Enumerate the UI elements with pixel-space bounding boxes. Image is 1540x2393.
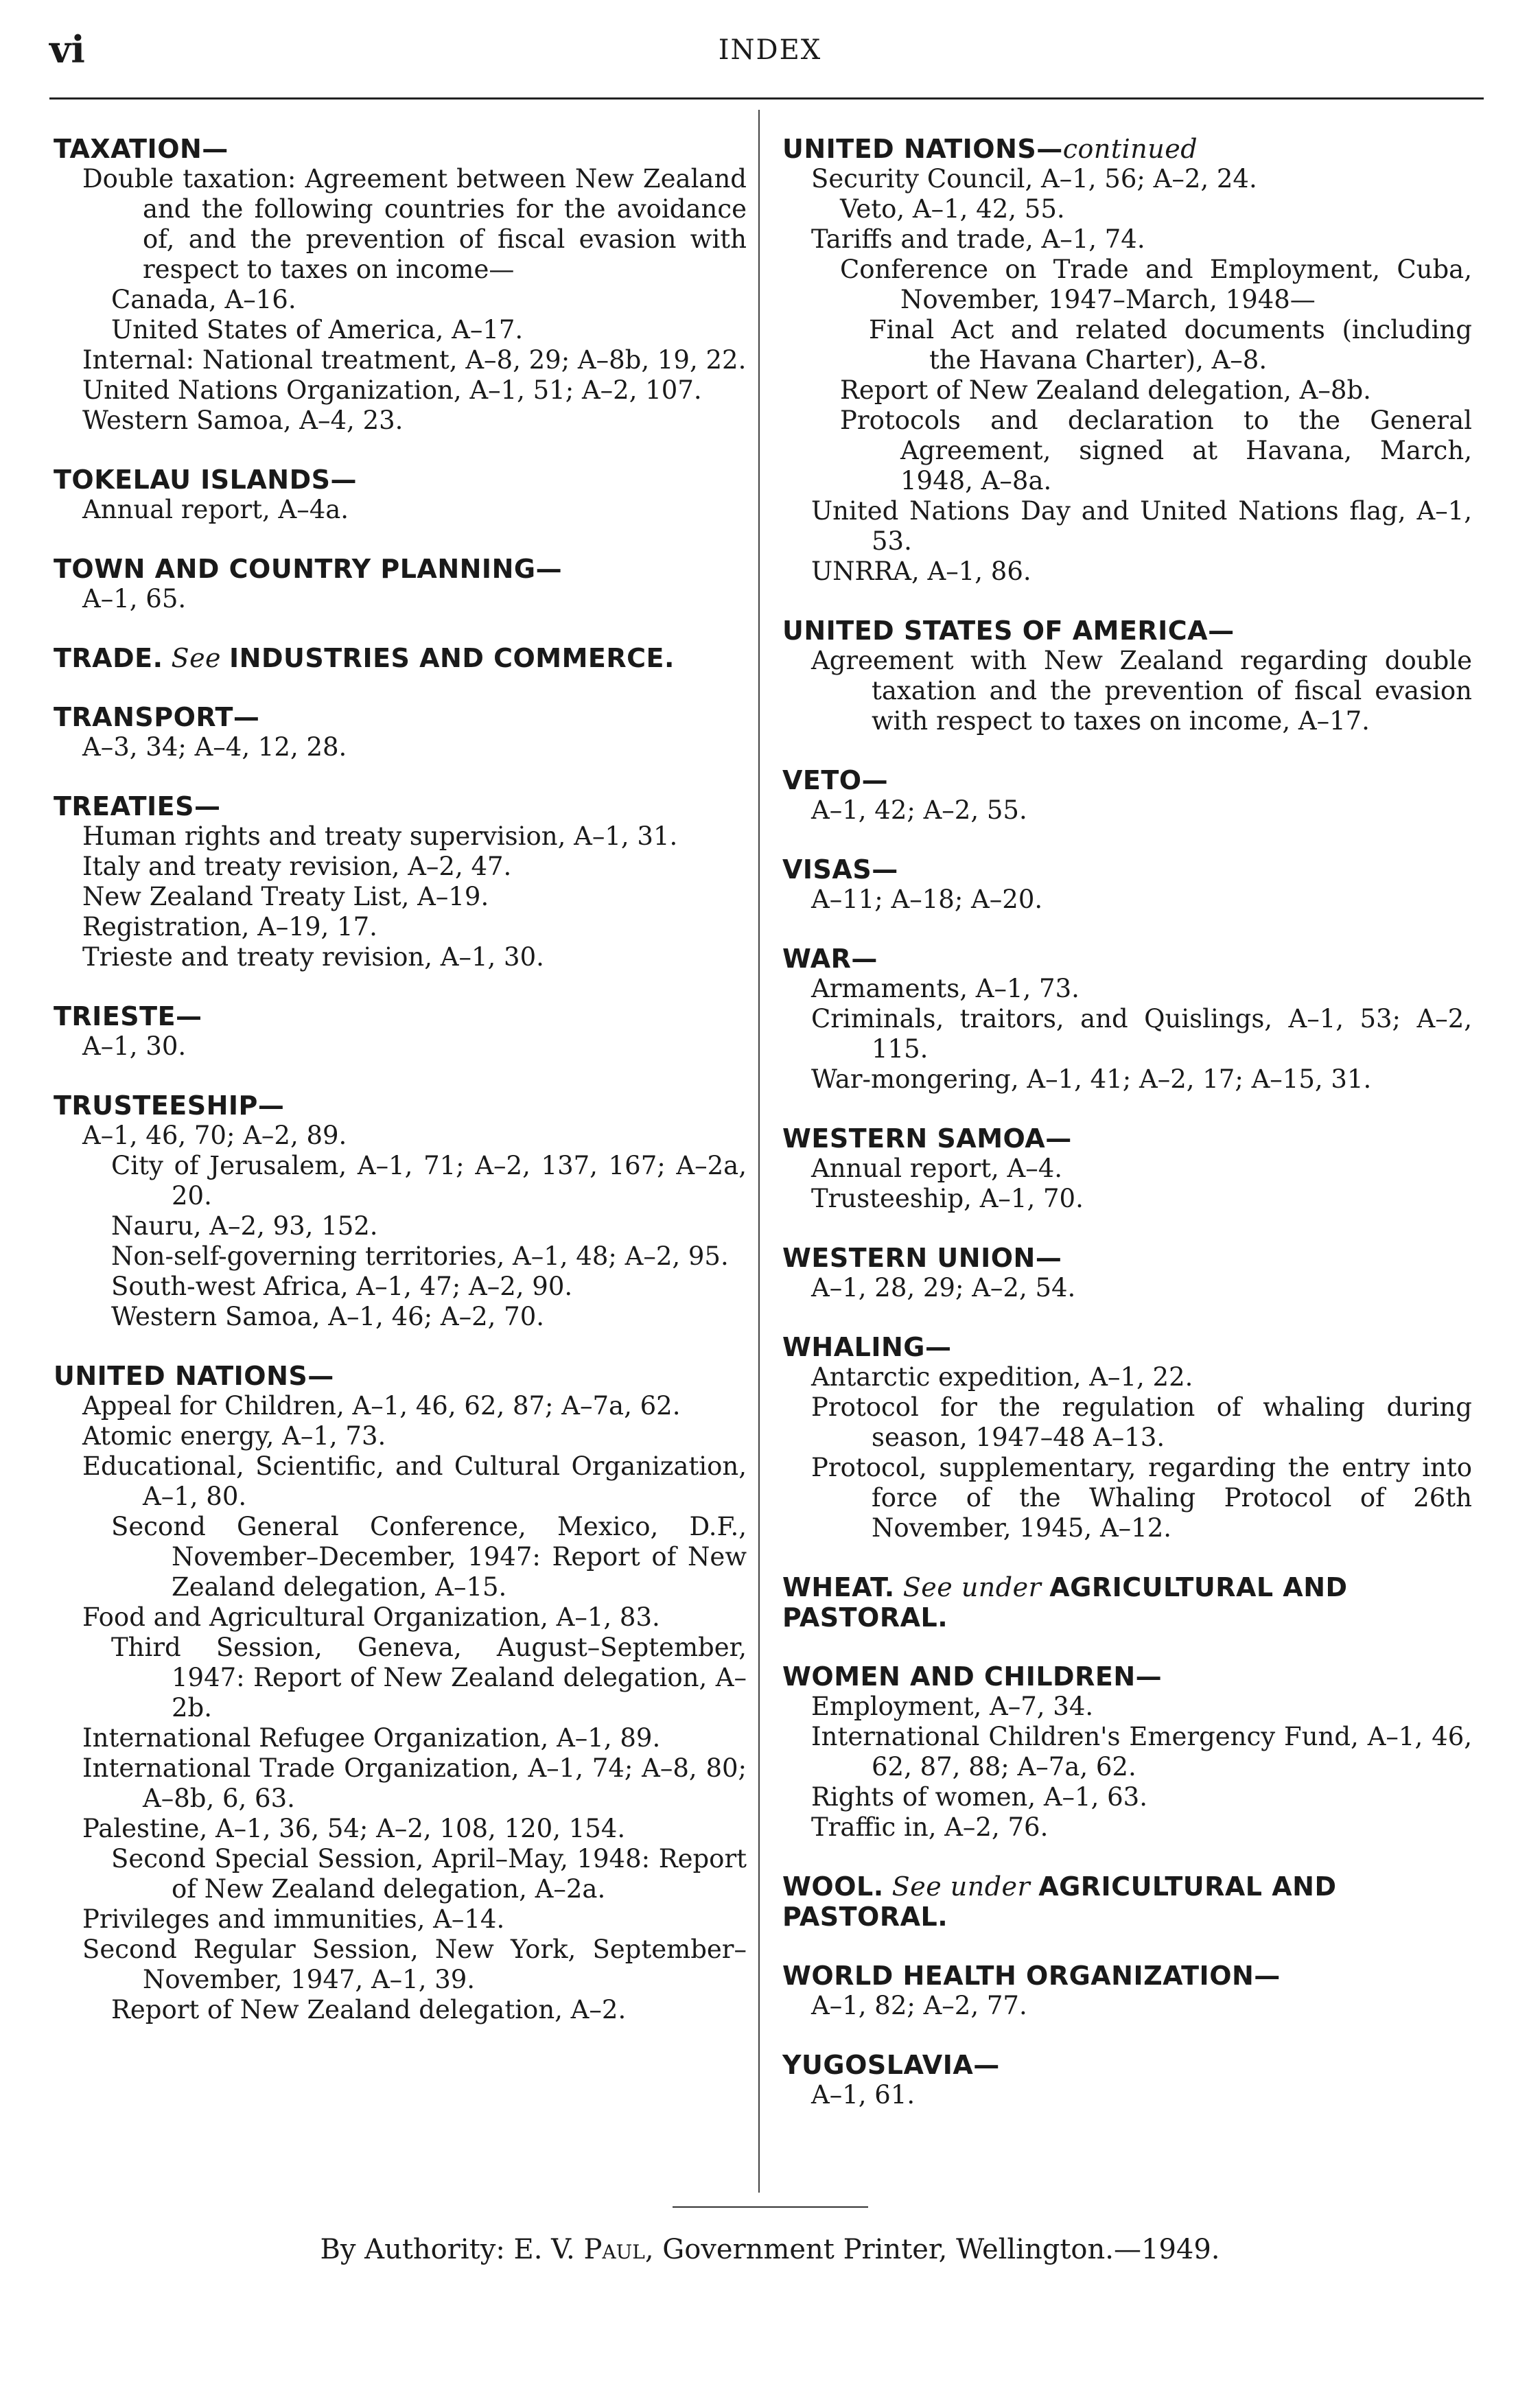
entry-subline: A–1, 65. bbox=[82, 584, 187, 614]
entry-subline: A–1, 46, 70; A–2, 89. bbox=[82, 1121, 347, 1150]
see-label: See under bbox=[902, 1572, 1042, 1602]
heading-text: TRUSTEESHIP— bbox=[54, 1090, 285, 1121]
entry-subline: United Nations Organization, A–1, 51; A–2, 107. bbox=[82, 375, 702, 405]
heading-text: TAXATION— bbox=[54, 134, 229, 164]
index-entry bbox=[782, 1961, 1472, 2021]
entry-subline: Western Samoa, A–1, 46; A–2, 70. bbox=[111, 1302, 545, 1331]
heading-text: UNITED STATES OF AMERICA— bbox=[782, 616, 1235, 646]
entry-heading bbox=[782, 1961, 1472, 1991]
heading-text: TOWN AND COUNTRY PLANNING— bbox=[54, 554, 563, 584]
entry-subline: A–1, 82; A–2, 77. bbox=[811, 1991, 1027, 2020]
entry-subline: Final Act and related documents (including the Havana Charter), A–8. bbox=[869, 315, 1472, 375]
entry-subline: War-mongering, A–1, 41; A–2, 17; A–15, 31. bbox=[811, 1064, 1372, 1094]
index-entry bbox=[782, 1871, 1472, 1932]
heading-text: WOMEN AND CHILDREN— bbox=[782, 1661, 1163, 1692]
entry-subline: Annual report, A–4a. bbox=[82, 495, 349, 524]
entry-subline: Internal: National treatment, A–8, 29; A–8b, 19, 22. bbox=[82, 345, 747, 375]
entry-subline: Protocol for the regulation of whaling during season, 1947–48 A–13. bbox=[811, 1392, 1472, 1452]
running-head: INDEX bbox=[718, 34, 822, 66]
entry-subline: United Nations Day and United Nations flag, A–1, 53. bbox=[811, 496, 1472, 556]
entry-subline: Double taxation: Agreement between New Zealand and the following countries for the avoidance of, and the prevention of fiscal evasion with respect to taxes on income— bbox=[82, 164, 747, 284]
heading-text: TREATIES— bbox=[54, 791, 221, 821]
imprint-initials: E. V. bbox=[513, 2234, 575, 2265]
index-entry bbox=[782, 616, 1472, 736]
footer-rule bbox=[673, 2206, 868, 2208]
entry-heading bbox=[54, 791, 747, 821]
entry-subline: International Children's Emergency Fund, A–1, 46, 62, 87, 88; A–7a, 62. bbox=[811, 1722, 1472, 1782]
imprint-surname: Paul bbox=[583, 2234, 645, 2265]
imprint-prefix: By Authority: bbox=[320, 2234, 505, 2265]
entry-subline: Human rights and treaty supervision, A–1, 31. bbox=[82, 821, 678, 851]
top-rule bbox=[49, 97, 1484, 100]
index-entry bbox=[782, 134, 1472, 587]
entry-heading bbox=[782, 1871, 1472, 1932]
entry-subline: Rights of women, A–1, 63. bbox=[811, 1782, 1147, 1812]
entry-subline: UNRRA, A–1, 86. bbox=[811, 557, 1031, 586]
see-target: INDUSTRIES AND COMMERCE. bbox=[229, 643, 675, 673]
entry-subline: Trusteeship, A–1, 70. bbox=[811, 1184, 1084, 1213]
index-entry bbox=[54, 1361, 747, 2025]
entry-subline: Atomic energy, A–1, 73. bbox=[82, 1421, 386, 1451]
entry-subline: Nauru, A–2, 93, 152. bbox=[111, 1211, 378, 1241]
index-entry bbox=[54, 643, 747, 673]
index-entry bbox=[782, 1123, 1472, 1214]
entry-subline: Tariffs and trade, A–1, 74. bbox=[811, 224, 1145, 254]
entry-subline: A–1, 28, 29; A–2, 54. bbox=[811, 1273, 1076, 1303]
heading-text: TRADE. bbox=[54, 643, 163, 673]
entry-subline: Registration, A–19, 17. bbox=[82, 912, 377, 942]
index-entry bbox=[54, 791, 747, 972]
entry-subline: Veto, A–1, 42, 55. bbox=[840, 194, 1065, 224]
entry-subline: Trieste and treaty revision, A–1, 30. bbox=[82, 942, 544, 972]
see-target: AGRICULTURAL AND PASTORAL. bbox=[782, 1572, 1348, 1633]
entry-subline: Traffic in, A–2, 76. bbox=[811, 1812, 1049, 1842]
heading-text: UNITED NATIONS— bbox=[782, 134, 1063, 164]
column-divider bbox=[758, 110, 760, 2193]
entry-subline: Appeal for Children, A–1, 46, 62, 87; A–7a, 62. bbox=[82, 1391, 681, 1421]
entry-subline: Privileges and immunities, A–14. bbox=[82, 1904, 505, 1934]
entry-subline: Western Samoa, A–4, 23. bbox=[82, 406, 404, 435]
heading-text: VISAS— bbox=[782, 854, 898, 885]
entry-subline: Security Council, A–1, 56; A–2, 24. bbox=[811, 164, 1257, 194]
index-entry bbox=[782, 1332, 1472, 1543]
index-entry bbox=[782, 765, 1472, 826]
entry-subline: A–1, 42; A–2, 55. bbox=[811, 795, 1027, 825]
entry-heading bbox=[54, 643, 747, 673]
entry-subline: A–11; A–18; A–20. bbox=[811, 885, 1043, 914]
entry-subline: New Zealand Treaty List, A–19. bbox=[82, 882, 489, 911]
entry-subline: Third Session, Geneva, August–September, 1947: Report of New Zealand delegation, A–2b. bbox=[111, 1633, 747, 1723]
entry-heading bbox=[54, 554, 747, 584]
heading-text: WESTERN UNION— bbox=[782, 1243, 1062, 1273]
left-column bbox=[54, 134, 747, 2054]
index-entry bbox=[782, 944, 1472, 1095]
entry-subline: Second General Conference, Mexico, D.F., November–December, 1947: Report of New Zealand delegation, A–15. bbox=[111, 1512, 747, 1602]
index-entry bbox=[782, 1661, 1472, 1843]
heading-text: WESTERN SAMOA— bbox=[782, 1123, 1072, 1154]
entry-subline: Report of New Zealand delegation, A–2. bbox=[111, 1995, 627, 2024]
heading-text: WAR— bbox=[782, 944, 878, 974]
heading-text: VETO— bbox=[782, 765, 889, 795]
entry-subline: Second Special Session, April–May, 1948: Report of New Zealand delegation, A–2a. bbox=[111, 1844, 747, 1904]
entry-subline: South-west Africa, A–1, 47; A–2, 90. bbox=[111, 1272, 573, 1301]
entry-heading bbox=[54, 465, 747, 495]
heading-text: TRIESTE— bbox=[54, 1001, 202, 1031]
heading-text: WOOL. bbox=[782, 1871, 884, 1902]
entry-heading bbox=[782, 1572, 1472, 1633]
heading-text: WORLD HEALTH ORGANIZATION— bbox=[782, 1961, 1281, 1991]
entry-heading bbox=[782, 616, 1472, 646]
entry-subline: Non-self-governing territories, A–1, 48; A–2, 95. bbox=[111, 1241, 729, 1271]
entry-subline: Criminals, traitors, and Quislings, A–1, 53; A–2, 115. bbox=[811, 1004, 1472, 1064]
entry-subline: Report of New Zealand delegation, A–8b. bbox=[840, 375, 1371, 405]
see-target: AGRICULTURAL AND PASTORAL. bbox=[782, 1871, 1337, 1932]
entry-heading bbox=[54, 1090, 747, 1121]
entry-subline: A–1, 30. bbox=[82, 1031, 187, 1061]
index-entry bbox=[782, 2050, 1472, 2110]
heading-text: TOKELAU ISLANDS— bbox=[54, 465, 358, 495]
entry-subline: Food and Agricultural Organization, A–1, 83. bbox=[82, 1602, 660, 1632]
entry-heading bbox=[782, 1123, 1472, 1154]
heading-text: WHALING— bbox=[782, 1332, 952, 1362]
entry-subline: Educational, Scientific, and Cultural Organization, A–1, 80. bbox=[82, 1451, 747, 1511]
heading-text: WHEAT. bbox=[782, 1572, 895, 1602]
see-label: See under bbox=[891, 1871, 1031, 1902]
index-entry bbox=[54, 1001, 747, 1062]
heading-text: UNITED NATIONS— bbox=[54, 1361, 334, 1391]
entry-subline: Protocols and declaration to the General Agreement, signed at Havana, March, 1948, A–8a. bbox=[840, 406, 1472, 495]
imprint bbox=[0, 2234, 1540, 2265]
index-entry bbox=[54, 1090, 747, 1332]
entry-heading bbox=[782, 944, 1472, 974]
entry-subline: Annual report, A–4. bbox=[811, 1154, 1063, 1183]
entry-subline: Italy and treaty revision, A–2, 47. bbox=[82, 852, 512, 881]
heading-text: TRANSPORT— bbox=[54, 702, 260, 732]
entry-subline: Agreement with New Zealand regarding double taxation and the prevention of fiscal evasion with respect to taxes on income, A–17. bbox=[811, 646, 1472, 736]
index-entry bbox=[54, 554, 747, 614]
entry-heading bbox=[54, 1001, 747, 1031]
heading-text: YUGOSLAVIA— bbox=[782, 2050, 1000, 2080]
entry-subline: Employment, A–7, 34. bbox=[811, 1692, 1094, 1721]
page-number: vi bbox=[49, 27, 85, 71]
entry-subline: A–1, 61. bbox=[811, 2080, 915, 2110]
entry-heading bbox=[54, 134, 747, 164]
entry-subline: United States of America, A–17. bbox=[111, 315, 524, 345]
entry-subline: Second Regular Session, New York, September–November, 1947, A–1, 39. bbox=[82, 1935, 747, 1994]
right-column bbox=[782, 134, 1472, 2139]
index-entry bbox=[782, 854, 1472, 915]
entry-heading bbox=[782, 1661, 1472, 1692]
index-entry bbox=[782, 1243, 1472, 1303]
entry-heading bbox=[54, 1361, 747, 1391]
continued-label: continued bbox=[1062, 134, 1198, 164]
index-entry bbox=[54, 702, 747, 762]
entry-subline: A–3, 34; A–4, 12, 28. bbox=[82, 732, 347, 762]
entry-subline: Armaments, A–1, 73. bbox=[811, 974, 1080, 1003]
index-entry bbox=[782, 1572, 1472, 1633]
entry-subline: International Refugee Organization, A–1, 89. bbox=[82, 1723, 661, 1753]
see-label: See bbox=[171, 643, 222, 673]
entry-subline: Palestine, A–1, 36, 54; A–2, 108, 120, 154. bbox=[82, 1814, 626, 1843]
entry-heading bbox=[54, 702, 747, 732]
entry-heading bbox=[782, 1243, 1472, 1273]
entry-subline: City of Jerusalem, A–1, 71; A–2, 137, 167; A–2a, 20. bbox=[111, 1151, 747, 1211]
entry-subline: Protocol, supplementary, regarding the entry into force of the Whaling Protocol of 26th November, 1945, A–12. bbox=[811, 1453, 1472, 1543]
imprint-suffix: , Government Printer, Wellington.—1949. bbox=[644, 2234, 1220, 2265]
entry-heading bbox=[782, 2050, 1472, 2080]
index-entry bbox=[54, 134, 747, 436]
index-entry bbox=[54, 465, 747, 525]
entry-subline: Canada, A–16. bbox=[111, 285, 296, 314]
entry-subline: Conference on Trade and Employment, Cuba, November, 1947–March, 1948— bbox=[840, 255, 1472, 314]
entry-heading bbox=[782, 134, 1472, 164]
entry-subline: International Trade Organization, A–1, 74; A–8, 80; A–8b, 6, 63. bbox=[82, 1753, 747, 1813]
entry-heading bbox=[782, 765, 1472, 795]
entry-subline: Antarctic expedition, A–1, 22. bbox=[811, 1362, 1193, 1392]
entry-heading bbox=[782, 854, 1472, 885]
entry-heading bbox=[782, 1332, 1472, 1362]
